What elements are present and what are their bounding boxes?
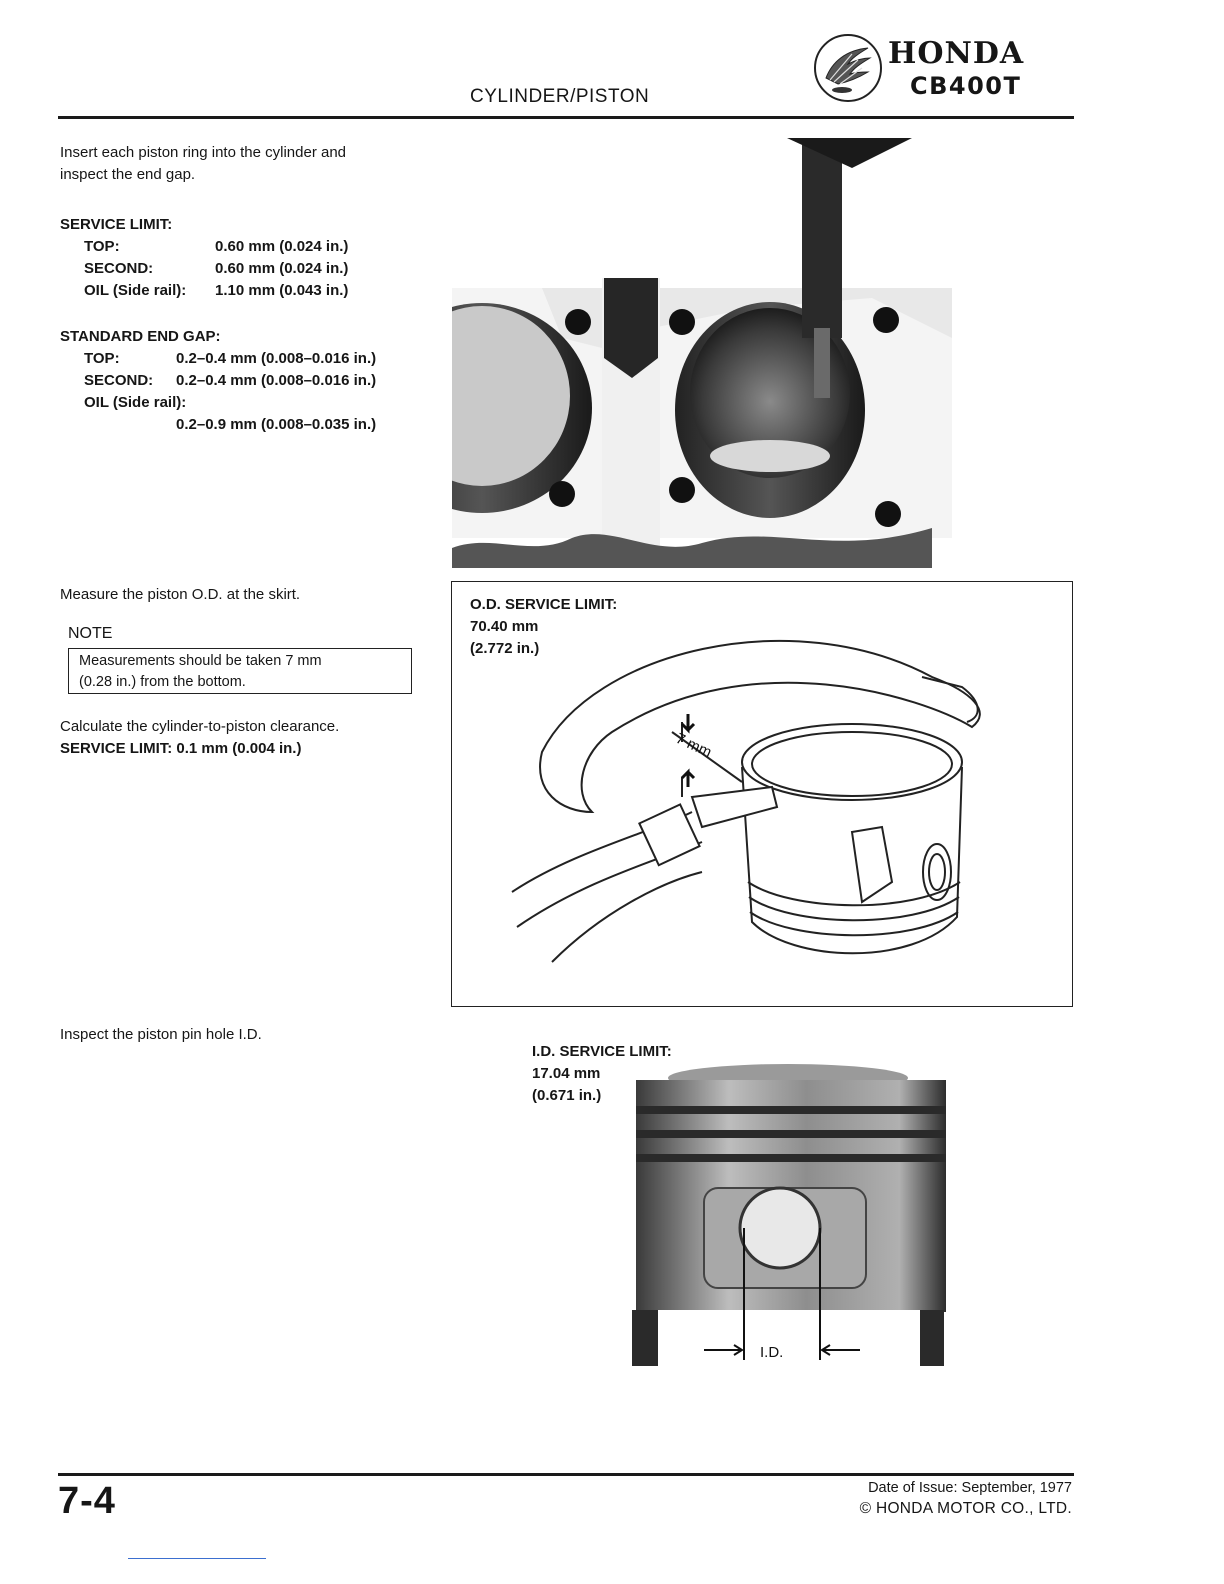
note-line: (0.28 in.) from the bottom. xyxy=(79,674,246,690)
od-heading: O.D. SERVICE LIMIT: xyxy=(470,596,618,613)
spec-row xyxy=(60,348,440,370)
spec-value: 0.60 mm (0.024 in.) xyxy=(215,238,349,255)
service-limit-block xyxy=(60,214,440,302)
clearance-limit: SERVICE LIMIT: 0.1 mm (0.004 in.) xyxy=(60,740,302,757)
page-number: 7-4 xyxy=(58,1480,116,1522)
section-title: CYLINDER/PISTON xyxy=(470,86,650,107)
spec-row xyxy=(60,236,440,258)
pin-hole-instruction: Inspect the piston pin hole I.D. xyxy=(60,1026,262,1043)
note-box xyxy=(68,648,412,694)
standard-gap-block xyxy=(60,326,440,436)
id-value-in: (0.671 in.) xyxy=(532,1087,602,1104)
scan-artifact-line xyxy=(128,1558,266,1559)
standard-gap-heading: STANDARD END GAP: xyxy=(60,328,221,345)
spec-label: OIL (Side rail): xyxy=(84,394,187,411)
spec-value: 0.60 mm (0.024 in.) xyxy=(215,260,349,277)
id-dimension-label: I.D. xyxy=(760,1344,784,1361)
spec-label: TOP: xyxy=(84,350,120,367)
spec-row xyxy=(60,414,440,436)
cylinder-ring-gap-photo xyxy=(452,138,964,568)
piston-od-instruction: Measure the piston O.D. at the skirt. xyxy=(60,586,301,603)
header-rule xyxy=(58,116,1074,119)
footer-rule xyxy=(58,1473,1074,1476)
od-value-mm: 70.40 mm xyxy=(470,618,539,635)
spec-label: TOP: xyxy=(84,238,120,255)
od-value-in: (2.772 in.) xyxy=(470,640,540,657)
spec-value: 0.2–0.4 mm (0.008–0.016 in.) xyxy=(176,372,377,389)
spec-value: 0.2–0.4 mm (0.008–0.016 in.) xyxy=(176,350,377,367)
clearance-text: Calculate the cylinder-to-piston clearance. xyxy=(60,718,340,735)
model-name: CB400T xyxy=(910,72,1022,100)
note-label: NOTE xyxy=(68,625,113,642)
honda-wing-emblem xyxy=(812,32,884,104)
spec-label: SECOND: xyxy=(84,260,154,277)
spec-label: SECOND: xyxy=(84,372,154,389)
clearance-block xyxy=(60,716,440,760)
spec-value: 0.2–0.9 mm (0.008–0.035 in.) xyxy=(176,416,377,433)
piston-od-figure xyxy=(451,581,1073,1007)
spec-value: 1.10 mm (0.043 in.) xyxy=(215,282,349,299)
intro-line: Insert each piston ring into the cylinder and xyxy=(60,144,347,161)
issue-date: Date of Issue: September, 1977 xyxy=(868,1480,1072,1496)
od-dimension-label: 7 mm xyxy=(673,729,715,762)
brand-logo: HONDA xyxy=(888,36,1025,71)
id-value-mm: 17.04 mm xyxy=(532,1065,601,1082)
piston-pin-hole-photo xyxy=(628,1060,948,1370)
id-heading: I.D. SERVICE LIMIT: xyxy=(532,1043,672,1060)
micrometer-piston-drawing xyxy=(452,582,1071,1005)
intro-line: inspect the end gap. xyxy=(60,166,196,183)
spec-row xyxy=(60,370,440,392)
ring-gap-intro xyxy=(60,142,432,186)
spec-row xyxy=(60,280,440,302)
service-limit-heading: SERVICE LIMIT: xyxy=(60,216,173,233)
spec-row xyxy=(60,392,440,414)
spec-row xyxy=(60,258,440,280)
spec-label: OIL (Side rail): xyxy=(84,282,187,299)
copyright: © HONDA MOTOR CO., LTD. xyxy=(859,1500,1072,1517)
note-line: Measurements should be taken 7 mm xyxy=(79,653,322,669)
